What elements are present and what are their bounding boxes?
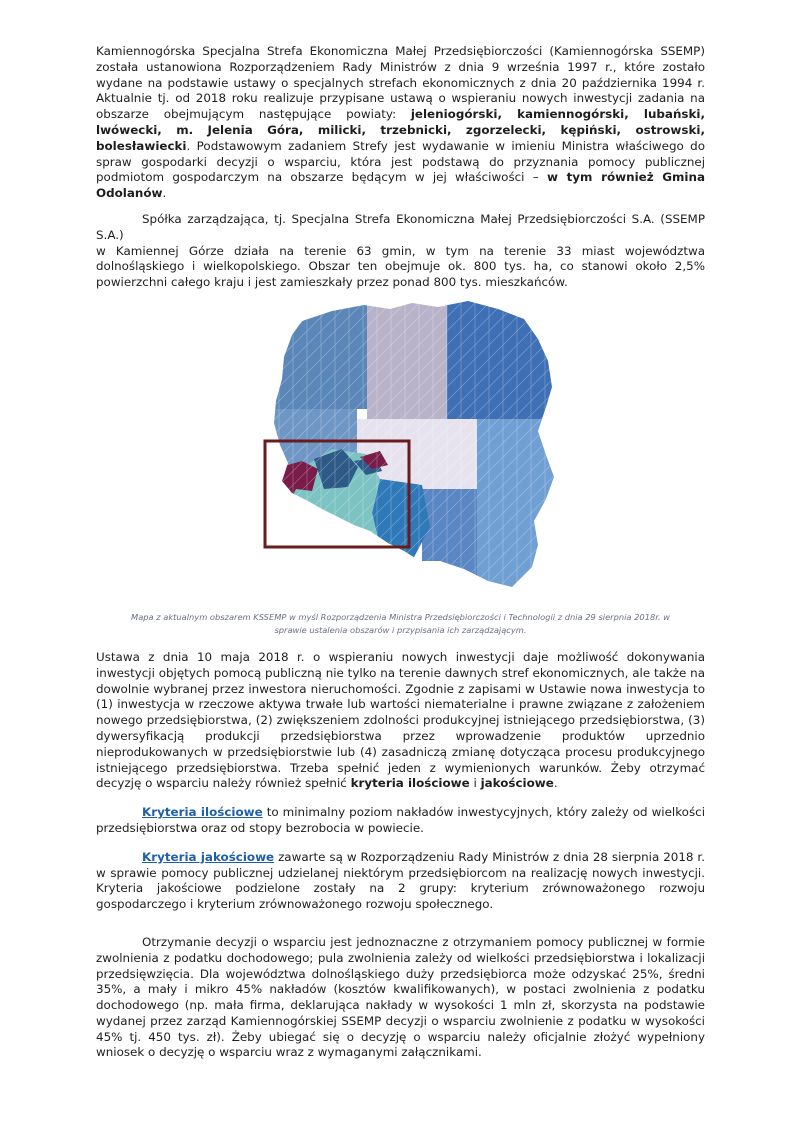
intro-text-a: Kamiennogórska Specjalna Strefa Ekonomiczna Małej Przedsiębiorczości (Kamiennogórska SSEMP) została ustanowiona Rozporządzeniem Rady Ministrów z dnia 9 września 1997 r., które zostało wydane na podstawie ustawy o specjalnych strefach ekonomicznych z dnia 20 października 1994 r. Aktualnie tj. od 2018 roku realizuje przypisane ustawą o wspieraniu nowych inwestycji zadania na obszarze obejmującym następujące powiaty: — [96, 44, 705, 122]
law-text-b: i — [469, 776, 481, 791]
poland-map-image — [262, 299, 562, 591]
tax-relief-paragraph: Otrzymanie decyzji o wsparciu jest jednoznaczne z otrzymaniem pomocy publicznej w formie zwolnienia z podatku dochodowego; pula zwolnienia zależy od wielkości przedsiębiorstwa i lokalizacji przedsięwzięcia. Dla województwa dolnośląskiego duży przedsiębiorca może odzyskać 25%, średni 35%, a mały i mikro 45% nakładów (kosztów kwalifikowanych), w postaci zwolnienia z podatku dochodowego (np. mała firma, deklarująca nakłady w wysokości 1 mln zł, skorzysta na podstawie wydanej przez zarząd Kamiennogórskiej SSEMP decyzji o wsparciu zwolnienie z podatku w wysokości 45% tj. 450 tys. zł). Żeby ubiegać się o decyzję o wsparciu należy oficjalnie złożyć wypełniony wniosek o decyzję o wsparciu wraz z wymaganymi załącznikami. — [96, 934, 705, 1060]
quantitative-text: to minimalny poziom nakładów inwestycyjnych, który zależy od wielkości przedsiębiorstwa oraz od stopy bezrobocia w powiecie. — [96, 805, 705, 835]
qualitative-paragraph — [96, 850, 705, 913]
qualitative-criteria-link[interactable]: Kryteria jakościowe — [142, 849, 275, 864]
map-figure — [96, 299, 705, 609]
quantitative-criteria-link[interactable]: Kryteria ilościowe — [142, 805, 263, 820]
qualitative-text: zawarte są w Rozporządzeniu Rady Ministrów z dnia 28 sierpnia 2018 r. w sprawie pomocy publicznej udzielanej niektórym przedsiębiorcom na realizację nowych inwestycji. Kryteria jakościowe podzielone zostały na 2 grupy: kryterium zrównoważonego rozwoju gospodarczego i kryterium zrównoważonego rozwoju społecznego. — [96, 849, 705, 912]
odolanow-note: w tym również Gmina Odolanów — [96, 170, 705, 201]
law-text-a: Ustawa z dnia 10 maja 2018 r. o wspieraniu nowych inwestycji daje możliwość dokonywania inwestycji objętych pomocą publiczną nie tylko na terenie dawnych stref ekonomicznych, ale także na dowolnie wybranej przez inwestora nieruchomości. Zgodnie z zapisami w Ustawie nowa inwestycja to (1) inwestycja w rzeczowe aktywa trwałe lub wartości niematerialne i prawne związane z założeniem nowego przedsiębiorstwa, (2) zwiększeniem zdolności produkcyjnej istniejącego przedsiębiorstwa, (3) dywersyfikacją produkcji przedsiębiorstwa przez wprowadzenie produktów uprzednio nieprodukowanych w przedsiębiorstwie lub (4) zasadniczą zmianę dotycząca procesu produkcyjnego istniejącego przedsiębiorstwa. Trzeba spełnić jeden z wymienionych warunków. Żeby otrzymać decyzję o wsparciu należy również spełnić — [96, 649, 705, 791]
intro-text-c: . — [162, 186, 167, 201]
company-paragraph-line2: w Kamiennej Górze działa na terenie 63 gmin, w tym na terenie 33 miast województwa dolnośląskiego i wielkopolskiego. Obszar ten obejmuje ok. 800 tys. ha, co stanowi około 2,5% powierzchni całego kraju i jest zamieszkały przez ponad 800 tys. mieszkańców. — [96, 243, 705, 290]
company-paragraph-line1: Spółka zarządzająca, tj. Specjalna Strefa Ekonomiczna Małej Przedsiębiorczości S.A. (SSEMP S.A.) — [96, 211, 705, 242]
document-page — [96, 44, 705, 1061]
intro-paragraph — [96, 44, 705, 202]
map-caption: Mapa z aktualnym obszarem KSSEMP w myśl Rozporządzenia Ministra Przedsiębiorczości i Technologii z dnia 29 sierpnia 2018r. w sprawie ustalenia obszarów i przypisania ich zarządzającym. — [131, 611, 670, 635]
intro-text-b: . Podstawowym zadaniem Strefy jest wydawanie w imieniu Ministra właściwego do spraw gospodarki decyzji o wsparciu, która jest podstawą do przyznania pomocy publicznej podmiotom gospodarczym na obszarze będącym w jej właściwości – — [96, 138, 705, 185]
powiaty-list: jeleniogórski, kamiennogórski, lubański, lwówecki, m. Jelenia Góra, milicki, trzebnicki, zgorzelecki, kępiński, ostrowski, bolesławiecki — [96, 107, 705, 153]
law-bold-quantitative: kryteria ilościowe — [350, 776, 470, 791]
law-paragraph — [96, 650, 705, 792]
law-bold-qualitative: jakościowe — [480, 776, 554, 791]
law-text-c: . — [553, 776, 558, 791]
quantitative-paragraph — [96, 805, 705, 837]
